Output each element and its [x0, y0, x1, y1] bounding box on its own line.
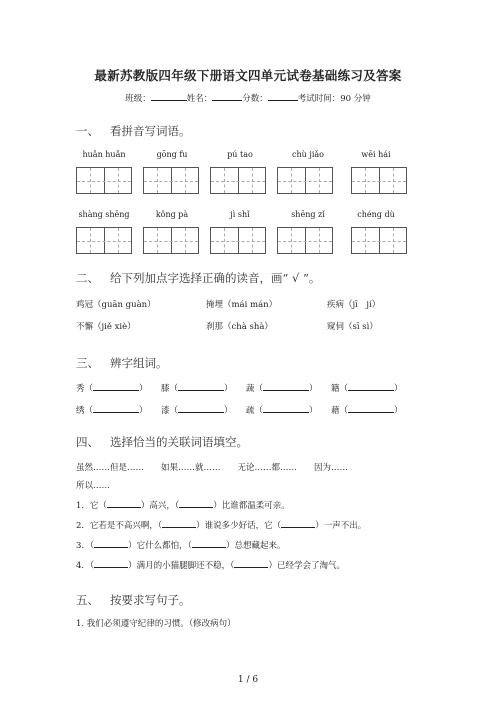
answer-blank[interactable] — [263, 381, 309, 391]
section-2-heading — [76, 270, 320, 286]
item-text: 1．它（ — [76, 501, 107, 511]
answer-blank[interactable] — [93, 381, 139, 391]
pinyin: shàng shēng — [78, 210, 130, 219]
conjunction-options: 虽然……但是…… 如果……就…… 无论……都…… 因为…… — [76, 463, 349, 473]
word-item — [76, 381, 148, 394]
pinyin: chù jiǎo — [292, 150, 324, 159]
score-blank — [268, 91, 298, 101]
item-text: 4．（ — [76, 561, 95, 571]
page-title: 最新苏教版四年级下册语文四单元试卷基础练习及答案 — [94, 68, 402, 83]
char-label: 籍（ — [331, 384, 349, 394]
item-text: ）总想藏起来。 — [225, 541, 286, 551]
writing-box[interactable] — [277, 227, 333, 254]
name-blank — [212, 91, 242, 101]
answer-blank[interactable] — [281, 518, 315, 528]
writing-box[interactable] — [76, 227, 132, 254]
paren: ） — [224, 406, 233, 416]
conjunction-item — [76, 558, 345, 571]
pronunciation-item[interactable]: 不懈（jiě xiè） — [76, 322, 136, 332]
pinyin: shēng zǐ — [291, 210, 325, 219]
section-number: 五、 — [76, 593, 99, 607]
paren: ） — [309, 384, 318, 394]
pinyin: gōng fu — [156, 150, 188, 159]
class-label: 班级： — [125, 94, 151, 104]
paren: ） — [139, 406, 148, 416]
answer-blank[interactable] — [348, 381, 394, 391]
section-title: 按要求写句子。 — [110, 593, 191, 607]
student-info-line — [0, 91, 496, 104]
writing-box[interactable] — [143, 167, 199, 194]
section-number: 一、 — [76, 124, 99, 138]
name-label: 姓名： — [186, 94, 213, 104]
word-item — [331, 381, 403, 394]
paren: ） — [394, 406, 403, 416]
answer-blank[interactable] — [178, 403, 224, 413]
char-label: 疏（ — [246, 406, 264, 416]
section-number: 三、 — [76, 356, 99, 370]
section-number: 四、 — [76, 435, 99, 449]
pinyin: chéng dù — [357, 210, 395, 219]
pronunciation-item[interactable]: 刹那（chà shà） — [206, 322, 273, 332]
conjunction-item — [76, 498, 290, 511]
conjunction-item — [76, 538, 285, 551]
conjunction-item — [76, 518, 366, 531]
section-title: 辨字组词。 — [110, 356, 168, 370]
page-number: 1 / 6 — [237, 675, 259, 685]
writing-box[interactable] — [351, 167, 407, 194]
char-label: 秀（ — [76, 384, 94, 394]
writing-box[interactable] — [277, 167, 333, 194]
item-text: ）它什么都怕，（ — [128, 541, 192, 551]
word-item — [246, 403, 318, 416]
answer-blank[interactable] — [179, 498, 213, 508]
section-4-heading — [76, 434, 248, 450]
conjunction-options-cont: 所以…… — [76, 481, 111, 491]
answer-blank[interactable] — [107, 498, 141, 508]
char-label: 绣（ — [76, 406, 94, 416]
time-label: 考试时间：90 分钟 — [297, 94, 371, 104]
pinyin: wēi hái — [361, 150, 391, 159]
paren: ） — [139, 384, 148, 394]
pinyin: jì shǐ — [230, 210, 250, 219]
item-text: 3．（ — [76, 541, 95, 551]
paren: ） — [224, 384, 233, 394]
pinyin: huǎn huǎn — [82, 150, 126, 159]
answer-blank[interactable] — [263, 403, 309, 413]
item-text: ）谁说多少好话，它（ — [196, 521, 282, 531]
answer-blank[interactable] — [93, 403, 139, 413]
char-label: 膝（ — [161, 384, 179, 394]
score-label: 分数： — [242, 94, 268, 104]
pronunciation-item[interactable]: 疾病（jī jí） — [327, 300, 381, 310]
item-text: ）高兴，（ — [140, 501, 180, 511]
answer-blank[interactable] — [192, 538, 226, 548]
pinyin: kǒng pà — [155, 210, 189, 219]
writing-box[interactable] — [76, 167, 132, 194]
section-number: 二、 — [76, 271, 99, 285]
word-item — [246, 381, 318, 394]
section-title: 看拼音写词语。 — [110, 124, 191, 138]
char-label: 蔬（ — [246, 384, 264, 394]
pinyin: pú tao — [227, 150, 253, 159]
answer-blank[interactable] — [348, 403, 394, 413]
section-title: 选择恰当的关联词语填空。 — [110, 435, 248, 449]
section-1-heading — [76, 123, 191, 139]
item-text: ）满月的小猫腿脚还不稳，（ — [128, 561, 235, 571]
paren: ） — [394, 384, 403, 394]
item-text: ）已经学会了淘气。 — [268, 561, 345, 571]
word-item — [161, 403, 233, 416]
item-text: ）一声不出。 — [315, 521, 367, 531]
char-label: 漆（ — [161, 406, 179, 416]
word-item — [331, 403, 403, 416]
paren: ） — [309, 406, 318, 416]
answer-blank[interactable] — [94, 538, 128, 548]
section-title: 给下列加点字选择正确的读音，画“ √ ”。 — [110, 271, 321, 285]
writing-box[interactable] — [210, 167, 266, 194]
pronunciation-item[interactable]: 鸡冠（guān guàn） — [76, 300, 156, 310]
answer-blank[interactable] — [234, 558, 268, 568]
writing-box[interactable] — [210, 227, 266, 254]
item-text: ）比谁都温柔可亲。 — [213, 501, 290, 511]
writing-box[interactable] — [143, 227, 199, 254]
word-item — [161, 381, 233, 394]
section-3-heading — [76, 355, 168, 371]
char-label: 藉（ — [331, 406, 349, 416]
class-blank — [151, 91, 187, 101]
section-5-heading — [76, 592, 191, 608]
answer-blank[interactable] — [162, 518, 196, 528]
writing-box[interactable] — [351, 227, 407, 254]
item-text: 2．它若是不高兴啊，（ — [76, 521, 163, 531]
answer-blank[interactable] — [178, 381, 224, 391]
answer-blank[interactable] — [94, 558, 128, 568]
sentence-item: 1. 我们必须遵守纪律的习惯。（修改病句） — [76, 619, 236, 629]
pronunciation-item[interactable]: 窥伺（sī sì） — [327, 322, 378, 332]
pronunciation-item[interactable]: 掩埋（mái mán） — [206, 300, 278, 310]
word-item — [76, 403, 148, 416]
